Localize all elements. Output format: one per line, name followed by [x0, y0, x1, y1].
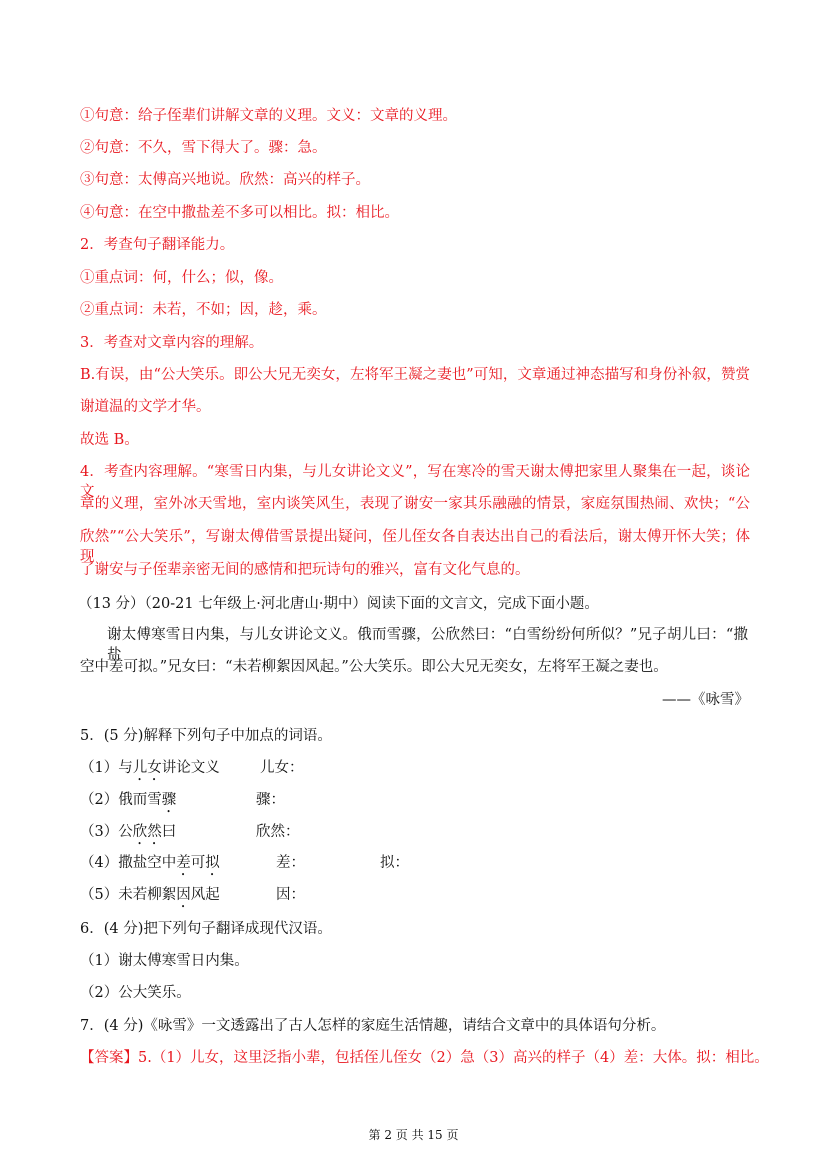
answer-label: 欣然：: [256, 824, 300, 840]
analysis-line: 3．考查对文章内容的理解。: [80, 335, 264, 351]
item-text: 曰: [161, 824, 177, 840]
question-5: 5．(5 分)解释下列句子中加点的词语。: [80, 728, 332, 744]
analysis-line: ①句意：给子侄辈们讲解文章的义理。文义：文章的义理。: [80, 108, 457, 124]
q6-item: （1）谢太傅寒雪日内集。: [80, 953, 249, 969]
dotted-word: 因: [176, 887, 191, 903]
answer-line: [80, 1048, 769, 1068]
analysis-line: ④句意：在空中撒盐差不多可以相比。拟：相比。: [80, 205, 399, 221]
passage-source: ——《咏雪》: [662, 692, 749, 708]
question-header: （13 分）（20-21 七年级上·河北唐山·期中）阅读下面的文言文，完成下面小题。: [78, 596, 599, 612]
analysis-line: 了谢安与子侄辈亲密无间的感情和把玩诗句的雅兴，富有文化气息的。: [80, 562, 530, 578]
answer-label: 拟：: [380, 855, 409, 871]
analysis-line: 欣然”“公大笑乐”，写谢太傅借雪景提出疑问，侄儿侄女各自表达出自己的看法后，谢太傅开怀大笑；体现: [80, 529, 750, 565]
item-text: （3）公: [80, 824, 133, 840]
analysis-line: 2．考查句子翻译能力。: [80, 237, 235, 253]
page-footer: 第 2 页 共 15 页: [368, 1128, 459, 1142]
q5-item: [80, 853, 409, 879]
analysis-line: 4．考查内容理解。“寒雪日内集，与儿女讲论文义”，写在寒冷的雪天谢太傅把家里人聚集在一起，谈论文: [80, 464, 750, 500]
item-text: 风起: [190, 887, 220, 903]
dotted-word: 拟: [205, 855, 220, 871]
item-text: （2）俄而雪: [80, 792, 162, 808]
item-text: （1）与: [80, 760, 133, 776]
passage-line: 谢太傅寒雪日内集，与儿女讲论文义。俄而雪骤，公欣然曰：“白雪纷纷何所似？”兄子胡儿曰：“撒盐: [107, 627, 748, 663]
analysis-line: ②重点词：未若，不如；因，趁，乘。: [80, 302, 327, 318]
analysis-line: ③句意：太傅高兴地说。欣然：高兴的样子。: [80, 172, 370, 188]
passage-line: 空中差可拟。”兄女曰：“未若柳絮因风起。”公大笑乐。即公大兄无奕女，左将军王凝之妻也。: [80, 659, 668, 675]
item-text: （4）撒盐空中: [80, 855, 177, 871]
answer-tag: 【答案】: [80, 1050, 138, 1066]
analysis-line: ②句意：不久，雪下得大了。骤：急。: [80, 140, 327, 156]
dotted-word: 骤: [161, 792, 177, 808]
analysis-line: 章的义理，室外冰天雪地，室内谈笑风生，表现了谢安一家其乐融融的情景，家庭氛围热闹、欢快；“公: [80, 496, 750, 512]
q5-item: [80, 885, 305, 911]
analysis-line: 谢道温的文学才华。: [80, 399, 211, 415]
answer-label: 儿女：: [260, 760, 304, 776]
answer-label: 因：: [276, 887, 305, 903]
item-text: 可: [190, 855, 206, 871]
answer-text: 5.（1）儿女，这里泛指小辈，包括侄儿侄女（2）急（3）高兴的样子（4）差：大体。拟：相比。: [138, 1050, 769, 1066]
analysis-line: 故选 B。: [80, 432, 139, 448]
item-text: 讲论文义: [161, 760, 220, 776]
question-7: 7．(4 分)《咏雪》一文透露出了古人怎样的家庭生活情趣，请结合文章中的具体语句分析。: [80, 1018, 666, 1034]
dotted-word: 欣然: [132, 824, 162, 840]
q5-item: [80, 822, 300, 848]
question-6: 6．(4 分)把下列句子翻译成现代汉语。: [80, 921, 332, 937]
analysis-line: ①重点词：何，什么；似，像。: [80, 270, 283, 286]
q6-item: （2）公大笑乐。: [80, 985, 191, 1001]
answer-label: 骤：: [256, 792, 285, 808]
item-text: （5）未若柳絮: [80, 887, 177, 903]
answer-label: 差：: [276, 855, 305, 871]
dotted-word: 儿女: [132, 760, 162, 776]
analysis-line: B.有误，由“公大笑乐。即公大兄无奕女，左将军王凝之妻也”可知，文章通过神态描写和身份补叙，赞赏: [80, 367, 750, 383]
dotted-word: 差: [176, 855, 191, 871]
q5-item: [80, 758, 304, 784]
q5-item: [80, 790, 285, 816]
